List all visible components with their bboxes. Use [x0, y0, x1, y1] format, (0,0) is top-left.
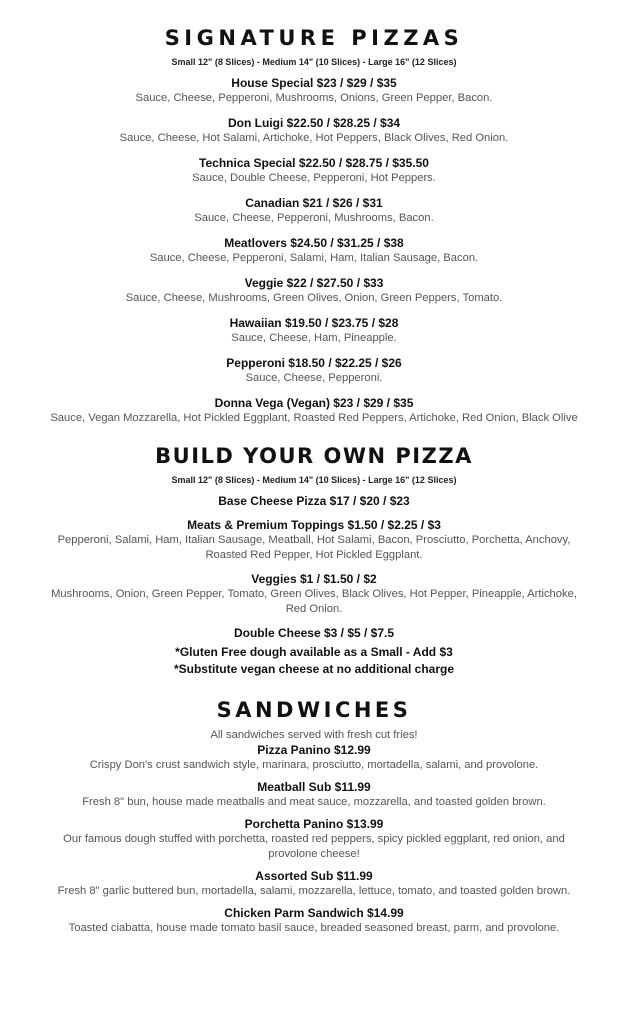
menu-item — [0, 236, 628, 266]
item-name: Donna Vega (Vegan) $23 / $29 / $35 — [214, 396, 414, 410]
item-name: Pepperoni $18.50 / $22.25 / $26 — [226, 356, 402, 370]
section-title: SIGNATURE PIZZAS — [164, 26, 464, 50]
item-description: Fresh 8" garlic buttered bun, mortadella, salami, mozzarella, lettuce, tomato, and toasted golden brown. — [57, 885, 571, 897]
menu-item — [0, 518, 628, 563]
section-title: SANDWICHES — [216, 698, 412, 722]
menu-item — [0, 76, 628, 106]
item-name: Meatlovers $24.50 / $31.25 / $38 — [224, 236, 404, 250]
item-name: Hawaiian $19.50 / $23.75 / $28 — [229, 316, 399, 330]
item-name: Veggies $1 / $1.50 / $2 — [251, 572, 377, 586]
item-name: Chicken Parm Sandwich $14.99 — [224, 906, 404, 920]
menu-item — [0, 743, 628, 773]
item-name: Porchetta Panino $13.99 — [244, 817, 384, 831]
item-description: Crispy Don's crust sandwich style, marinara, prosciutto, mortadella, salami, and provolone. — [89, 759, 539, 771]
size-info: Small 12" (8 Slices) - Medium 14" (10 Slices) - Large 16" (12 Slices) — [171, 57, 457, 67]
item-description: Mushrooms, Onion, Green Pepper, Tomato, Green Olives, Black Olives, Hot Pepper, Pineapple, Artichoke, Red Onion. — [51, 588, 577, 615]
item-name: Technica Special $22.50 / $28.75 / $35.50 — [199, 156, 429, 170]
menu-item — [0, 116, 628, 146]
item-name: Assorted Sub $11.99 — [255, 869, 373, 883]
section-signature-pizzas — [0, 24, 628, 426]
size-info: Small 12" (8 Slices) - Medium 14" (10 Slices) - Large 16" (12 Slices) — [171, 475, 457, 485]
item-name: Don Luigi $22.50 / $28.25 / $34 — [227, 116, 401, 130]
menu-item — [0, 396, 628, 426]
item-description: Sauce, Double Cheese, Pepperoni, Hot Peppers. — [192, 172, 436, 184]
item-description: Sauce, Cheese, Pepperoni, Salami, Ham, Italian Sausage, Bacon. — [149, 252, 479, 264]
vegan-cheese-note: *Substitute vegan cheese at no additional charge — [173, 662, 455, 676]
item-name: Veggie $22 / $27.50 / $33 — [244, 276, 384, 290]
item-description: Toasted ciabatta, house made tomato basil sauce, breaded seasoned breast, parm, and provolone. — [68, 922, 560, 934]
item-name: Pizza Panino $12.99 — [257, 743, 371, 757]
item-description: Sauce, Cheese, Pepperoni. — [245, 372, 383, 384]
item-description: Sauce, Cheese, Pepperoni, Mushrooms, Bacon. — [194, 212, 434, 224]
menu-item — [0, 196, 628, 226]
served-note: All sandwiches served with fresh cut fries! — [210, 729, 418, 741]
section-sandwiches — [0, 696, 628, 936]
section-title: BUILD YOUR OWN PIZZA — [155, 444, 473, 468]
item-name: Meats & Premium Toppings $1.50 / $2.25 / $3 — [187, 518, 441, 532]
item-name: Canadian $21 / $26 / $31 — [245, 196, 383, 210]
item-description: Pepperoni, Salami, Ham, Italian Sausage, Meatball, Hot Salami, Bacon, Prosciutto, Porchetta, Anchovy, Roasted Red Pepper, Hot Pickled Eggplant. — [57, 534, 571, 561]
gluten-free-note: *Gluten Free dough available as a Small - Add $3 — [175, 645, 453, 659]
menu-item — [0, 156, 628, 186]
item-description: Fresh 8" bun, house made meatballs and meat sauce, mozzarella, and toasted golden brown. — [82, 796, 546, 808]
item-description: Sauce, Cheese, Pepperoni, Mushrooms, Onions, Green Pepper, Bacon. — [135, 92, 493, 104]
menu-item — [0, 316, 628, 346]
menu-item — [0, 906, 628, 936]
item-description: Sauce, Cheese, Ham, Pineapple. — [231, 332, 397, 344]
item-description: Sauce, Cheese, Hot Salami, Artichoke, Hot Peppers, Black Olives, Red Onion. — [119, 132, 509, 144]
double-cheese-price: Double Cheese $3 / $5 / $7.5 — [233, 626, 395, 640]
menu-item — [0, 276, 628, 306]
menu-item — [0, 572, 628, 617]
item-name: House Special $23 / $29 / $35 — [231, 76, 397, 90]
item-description: Sauce, Cheese, Mushrooms, Green Olives, Onion, Green Peppers, Tomato. — [125, 292, 503, 304]
menu-item — [0, 356, 628, 386]
item-name: Meatball Sub $11.99 — [257, 780, 371, 794]
menu-item — [0, 869, 628, 899]
item-description: Sauce, Vegan Mozzarella, Hot Pickled Eggplant, Roasted Red Peppers, Artichoke, Red Onion, Black Olive — [50, 412, 578, 424]
menu-item — [0, 817, 628, 862]
base-pizza-price: Base Cheese Pizza $17 / $20 / $23 — [218, 494, 410, 508]
menu-item — [0, 780, 628, 810]
section-build-your-own — [0, 442, 628, 678]
item-description: Our famous dough stuffed with porchetta, roasted red peppers, spicy pickled eggplant, red onion, and provolone cheese! — [63, 833, 565, 860]
